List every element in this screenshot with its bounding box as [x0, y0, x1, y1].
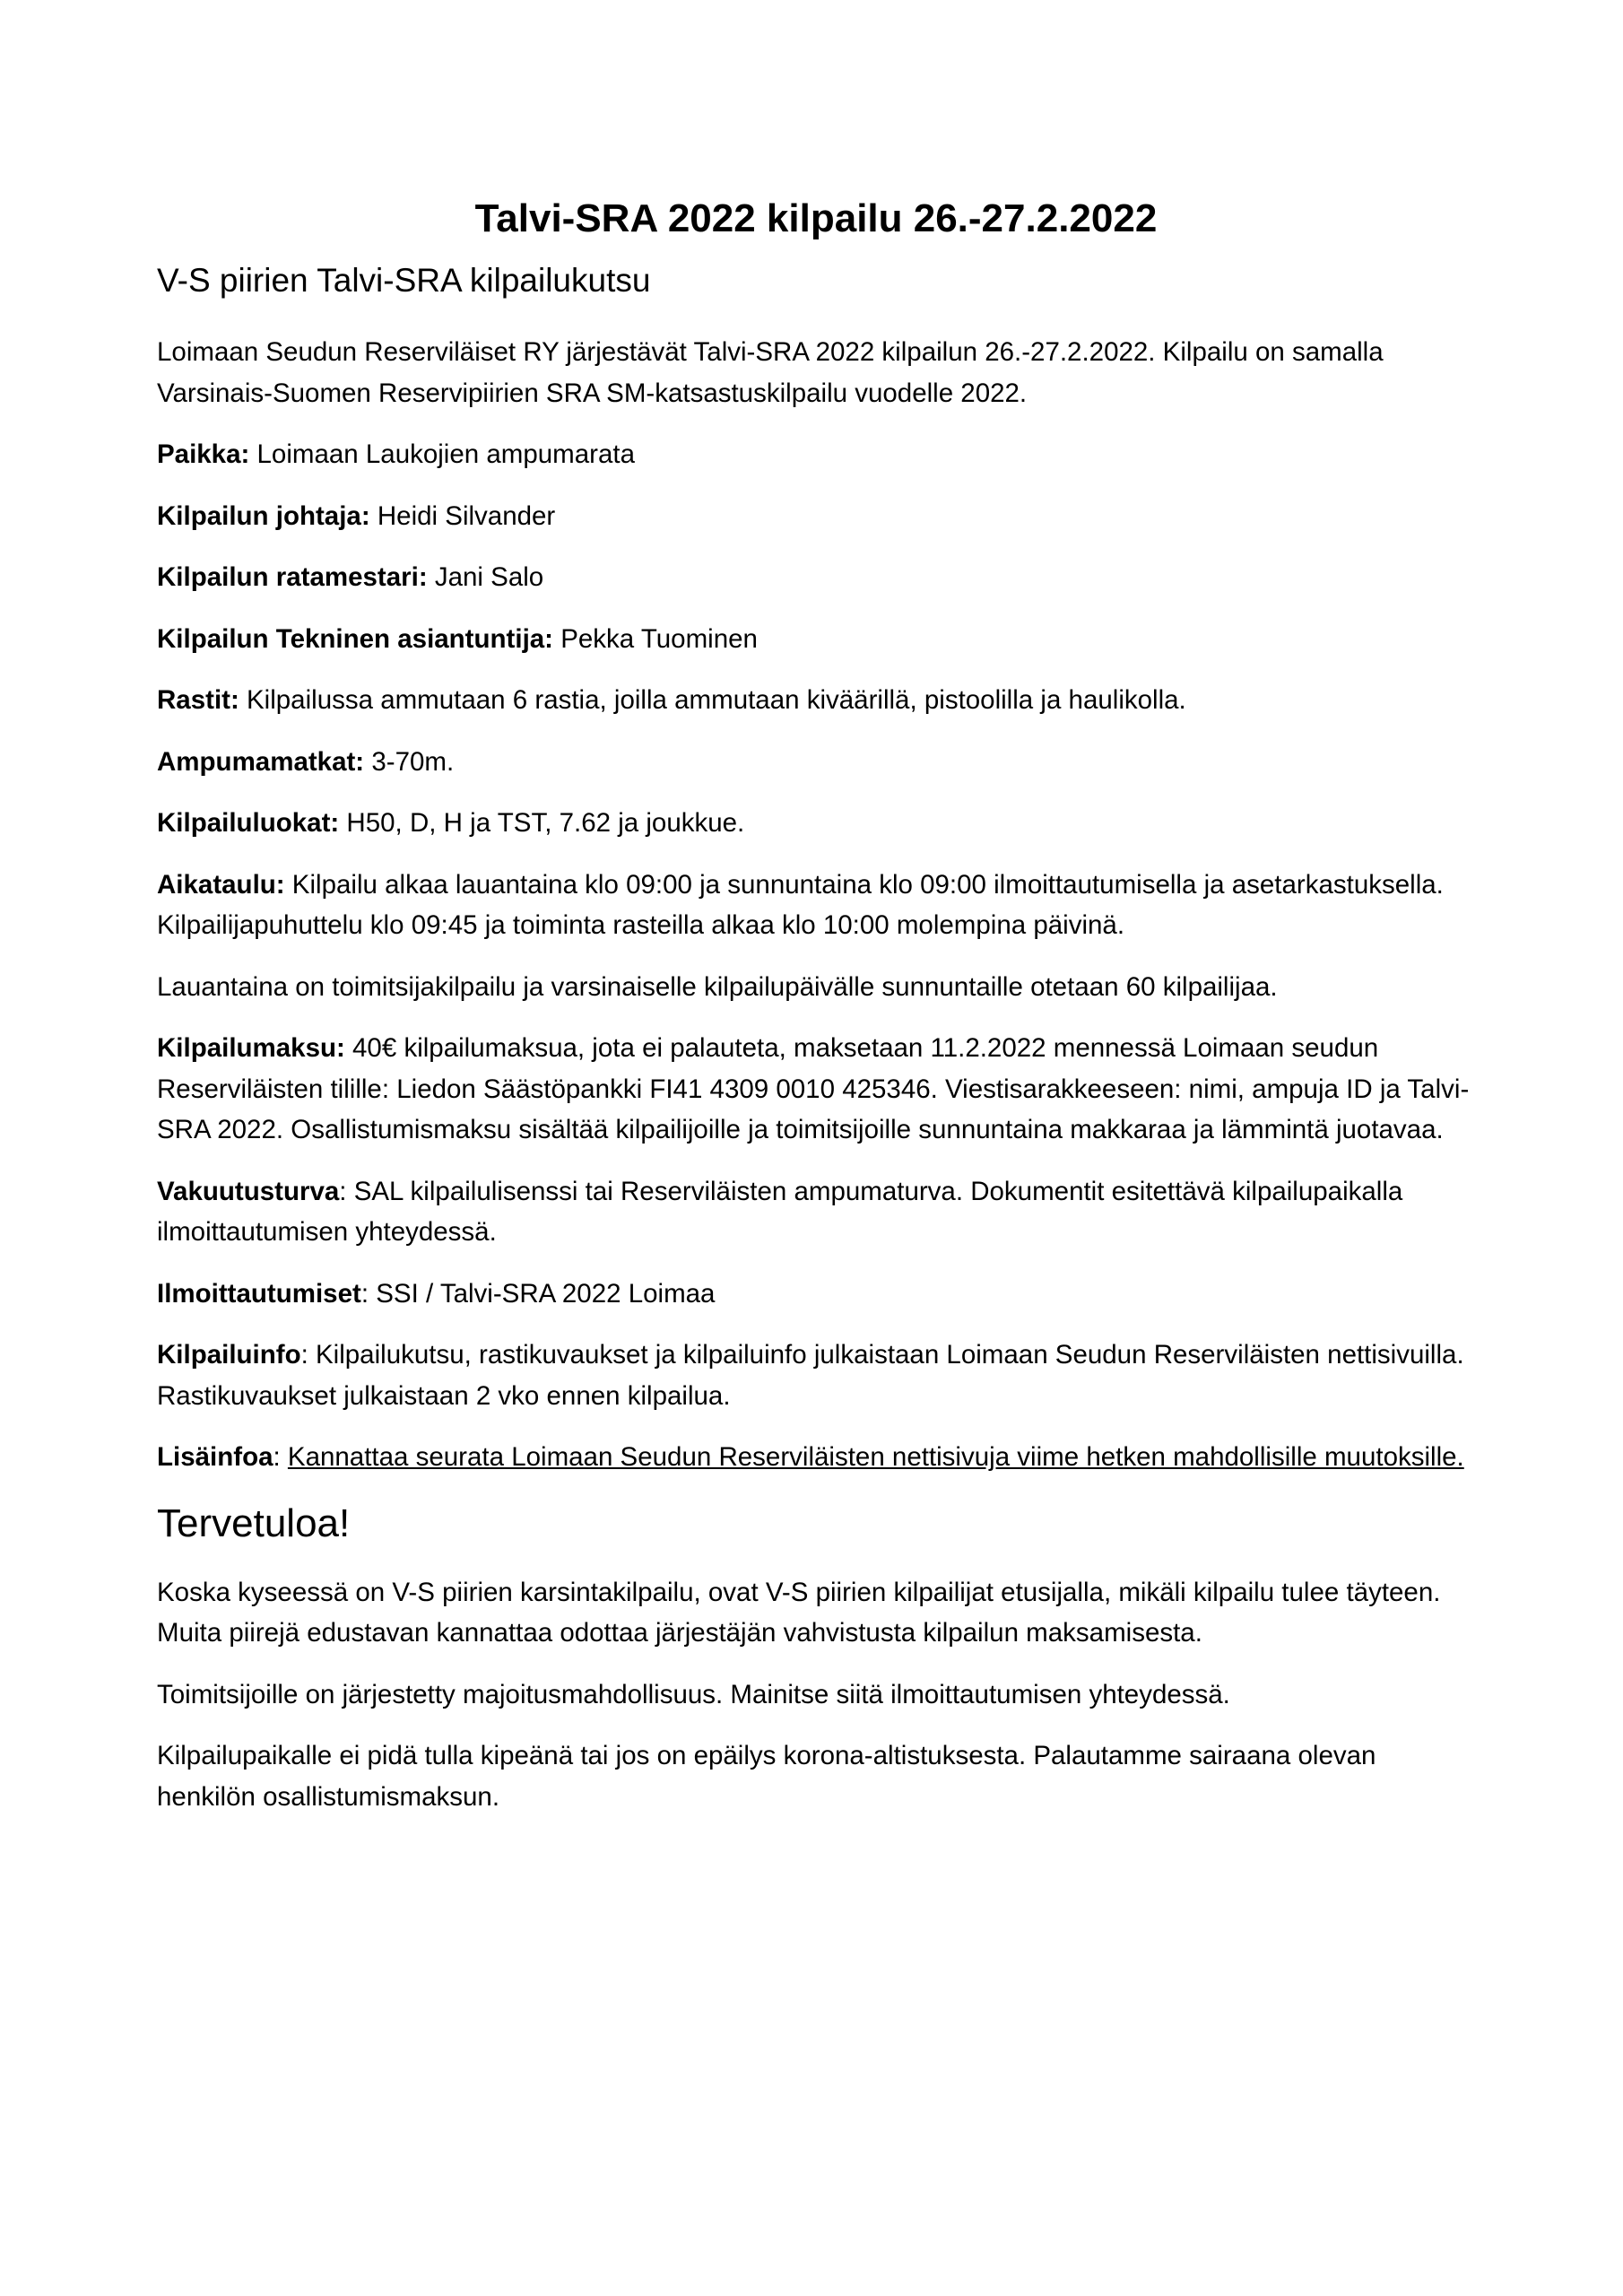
field-value: : SSI / Talvi-SRA 2022 Loimaa	[360, 1278, 716, 1309]
field-separator: :	[273, 1442, 288, 1472]
field-value: Pekka Tuominen	[553, 623, 758, 654]
field-label: Kilpailuluokat:	[157, 808, 340, 838]
field-range-master	[157, 557, 1475, 598]
field-label: Paikka:	[157, 439, 250, 469]
field-director	[157, 496, 1475, 537]
field-value: Loimaan Laukojien ampumarata	[249, 439, 635, 469]
field-value: H50, D, H ja TST, 7.62 ja joukkue.	[339, 808, 745, 838]
intro-paragraph: Loimaan Seudun Reserviläiset RY järjestävät Talvi-SRA 2022 kilpailun 26.-27.2.2022. Kilpailu on samalla Varsinais-Suomen Reservipiirien SRA SM-katsastuskilpailu vuodelle 2022.	[157, 337, 1384, 408]
field-classes	[157, 803, 1475, 844]
field-extra-info	[157, 1437, 1475, 1478]
field-label: Aikataulu:	[157, 869, 285, 900]
field-value: Heidi Silvander	[369, 500, 556, 531]
field-value: 3-70m.	[364, 746, 455, 777]
field-label: Kilpailuinfo	[157, 1340, 301, 1370]
field-label: Kilpailumaksu:	[157, 1033, 345, 1063]
field-stages	[157, 680, 1475, 721]
field-value: Jani Salo	[427, 562, 544, 592]
field-competition-info	[157, 1335, 1475, 1416]
field-label: Ilmoittautumiset	[157, 1278, 361, 1309]
closing-paragraph: Koska kyseessä on V-S piirien karsintakilpailu, ovat V-S piirien kilpailijat etusijalla, mikäli kilpailu tulee täyteen. Muita piirejä edustavan kannattaa odottaa järjestäjän vahvistusta kilpailun maksamisesta.	[157, 1577, 1441, 1648]
field-label: Vakuutusturva	[157, 1176, 340, 1206]
field-schedule	[157, 865, 1475, 946]
field-value: Kilpailussa ammutaan 6 rastia, joilla ammutaan kiväärillä, pistoolilla ja haulikolla.	[239, 685, 1186, 715]
saturday-note: Lauantaina on toimitsijakilpailu ja varsinaiselle kilpailupäivälle sunnuntaille otetaan 60 kilpailijaa.	[157, 971, 1278, 1002]
welcome-heading: Tervetuloa!	[157, 1500, 351, 1545]
field-value: : SAL kilpailulisenssi tai Reserviläisten ampumaturva. Dokumentit esitettävä kilpailupaikalla ilmoittautumisen yhteydessä.	[157, 1176, 1403, 1247]
field-fee	[157, 1028, 1475, 1151]
field-label: Kilpailun Tekninen asiantuntija:	[157, 623, 553, 654]
field-value: Kilpailu alkaa lauantaina klo 09:00 ja sunnuntaina klo 09:00 ilmoittautumisella ja asetarkastuksella. Kilpailijapuhuttelu klo 09:45 ja toiminta rasteilla alkaa klo 10:00 molempina päivinä.	[157, 869, 1444, 940]
field-distances	[157, 742, 1475, 783]
field-value: : Kilpailukutsu, rastikuvaukset ja kilpailuinfo julkaistaan Loimaan Seudun Reserviläisten nettisivuilla. Rastikuvaukset julkaistaan 2 vko ennen kilpailua.	[157, 1340, 1464, 1411]
closing-paragraph: Kilpailupaikalle ei pidä tulla kipeänä tai jos on epäilys korona-altistuksesta. Palautamme sairaana olevan henkilön osallistumismaksun.	[157, 1741, 1376, 1812]
field-label: Ampumamatkat:	[157, 746, 365, 777]
field-value: 40€ kilpailumaksua, jota ei palauteta, maksetaan 11.2.2022 mennessä Loimaan seudun Reserviläisten tilille: Liedon Säästöpankki FI41 4309 0010 425346. Viestisarakkeeseen: nimi, ampuja ID ja Talvi-SRA 2022. Osallistumismaksu sisältää kilpailijoille ja toimitsijoille sunnuntaina makkaraa ja lämmintä juotavaa.	[157, 1033, 1470, 1144]
field-registration	[157, 1274, 1475, 1315]
field-label: Rastit:	[157, 685, 239, 715]
field-insurance	[157, 1171, 1475, 1253]
closing-paragraph: Toimitsijoille on järjestetty majoitusmahdollisuus. Mainitse siitä ilmoittautumisen yhteydessä.	[157, 1679, 1230, 1709]
field-technical-expert	[157, 619, 1475, 660]
document-subtitle: V-S piirien Talvi-SRA kilpailukutsu	[157, 262, 651, 299]
field-label: Kilpailun ratamestari:	[157, 562, 428, 592]
document-content	[157, 192, 1475, 1838]
document-title: Talvi-SRA 2022 kilpailu 26.-27.2.2022	[474, 196, 1158, 240]
field-place	[157, 434, 1475, 475]
extra-info-link[interactable]: Kannattaa seurata Loimaan Seudun Reserviläisten nettisivuja viime hetken mahdollisille muutoksille.	[287, 1442, 1464, 1472]
field-label: Lisäinfoa	[157, 1442, 273, 1472]
field-label: Kilpailun johtaja:	[157, 500, 370, 531]
